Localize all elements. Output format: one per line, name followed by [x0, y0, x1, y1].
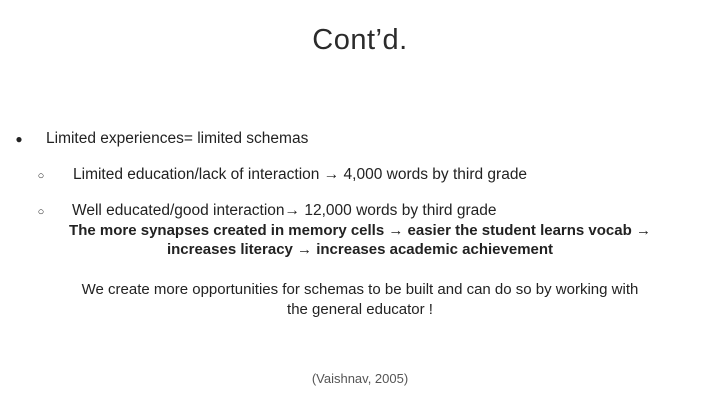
slide-title: Cont’d. — [312, 24, 408, 56]
body-line-2: the general educator ! — [287, 301, 433, 318]
body-paragraph — [0, 280, 720, 320]
emphasis-paragraph — [0, 221, 720, 259]
bullet-dot-icon: ● — [15, 132, 23, 146]
emphasis-line-1: The more synapses created in memory cells → easier the student learns vocab → — [69, 222, 651, 239]
bullet-text: Limited experiences= limited schemas — [46, 130, 309, 147]
sub-bullet-item — [34, 166, 527, 184]
sub-bullet-text: Well educated/good interaction→ 12,000 words by third grade — [72, 202, 497, 219]
hollow-circle-icon: ○ — [37, 170, 45, 182]
bullet-item — [12, 130, 308, 148]
hollow-circle-icon: ○ — [37, 206, 45, 218]
sub-bullet-text: Limited education/lack of interaction → 4,000 words by third grade — [73, 166, 528, 183]
body-line-1: We create more opportunities for schemas to be built and can do so by working with — [81, 281, 639, 298]
sub-bullet-item — [34, 202, 497, 220]
emphasis-line-2: increases literacy → increases academic achievement — [166, 241, 554, 258]
citation: (Vaishnav, 2005) — [311, 371, 409, 386]
